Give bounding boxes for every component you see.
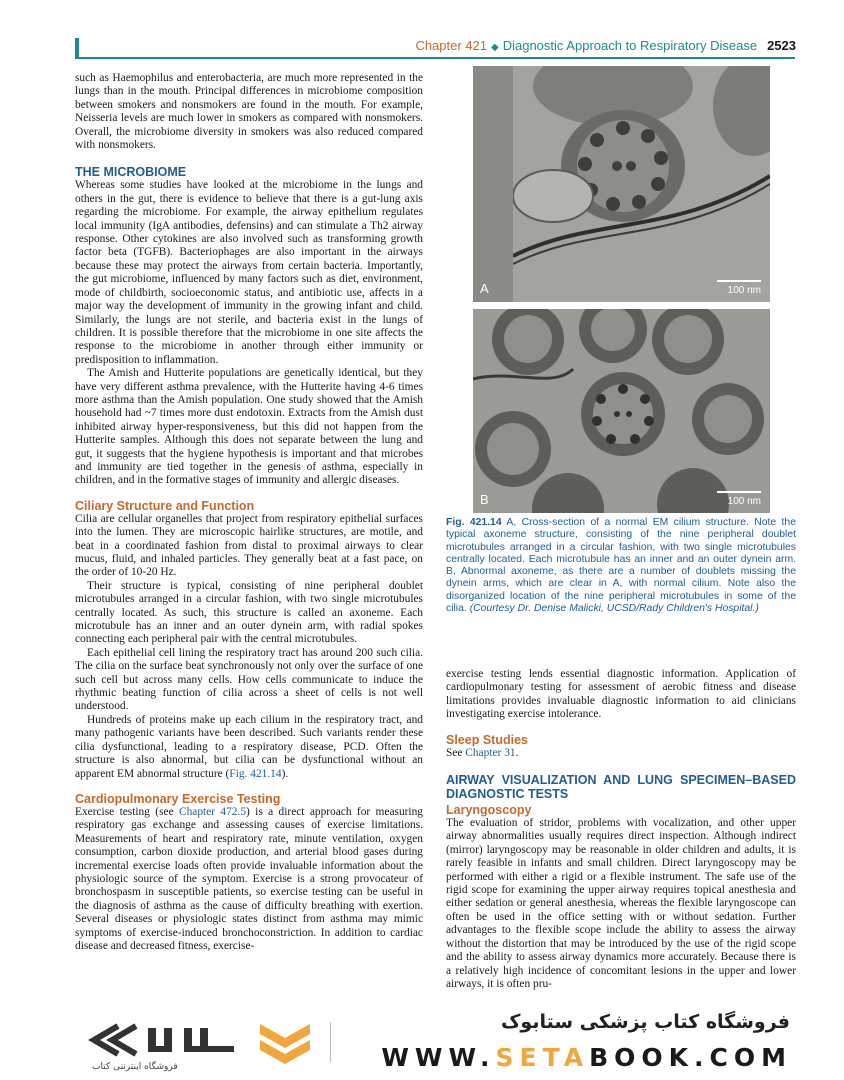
scale-label: 100 nm: [727, 496, 761, 507]
paragraph: exercise testing lends essential diagnostic information. Application of cardiopulmonary testing for assessment of aerobic fitness and disease limitations provides invaluable diagnostic information to aid clinicians investigating exercise intolerance.: [446, 668, 796, 721]
paragraph: The Amish and Hutterite populations are genetically identical, but they have very different asthma prevalence, with the Hutterite having 4-6 times more asthma than the Amish population. One study showed that the Amish household had ~7 times more dust endotoxin. Extracts from the Amish dust inhibited airway hyper-responsiveness, but this did not happen from the Hutterite samples. Although this does not separate between the lung and gut, it suggests that the hygiene hypothesis is important and that microbes and immunity are tied together in the genesis of asthma, especially in children, and in the formative stages of immunity and allergic diseases.: [75, 367, 423, 487]
micrograph-a-image: [473, 66, 770, 302]
scale-label: 100 nm: [727, 285, 761, 296]
text-run: Hundreds of proteins make up each cilium in the respiratory tract, and many pathogenic variants have been described. Such variants render these cilia dysfunctional, leading to a respiratory disease, PCD. Often the structure is also abnormal, but cilia can be dysfunctional without an apparent EM abnormal structure (: [75, 713, 423, 780]
micrograph-panel-a: [473, 66, 770, 302]
paragraph: [75, 714, 423, 781]
book-chevron-icon: [256, 1018, 314, 1068]
section-heading-cpet: Cardiopulmonary Exercise Testing: [75, 791, 281, 806]
figure-number: Fig. 421.14: [446, 517, 502, 528]
figure-reference-link[interactable]: Fig. 421.14: [229, 767, 282, 780]
chapter-title: Diagnostic Approach to Respiratory Disease: [502, 38, 758, 53]
text-run: Exercise testing (see: [75, 805, 179, 818]
chapter-reference-link[interactable]: Chapter 31: [465, 746, 516, 759]
panel-label: A: [480, 281, 489, 296]
header-rule: [75, 57, 795, 59]
url-suffix: BOOK.COM: [589, 1043, 792, 1072]
diamond-separator-icon: ◆: [491, 42, 499, 53]
watermark-url: [381, 1043, 792, 1072]
paragraph: Their structure is typical, consisting of nine peripheral doublet microtubules arranged in a circular fashion, with two single microtubules centrally located. As such, this structure is called an axoneme. Each microtubule has an inner and an outer dynein arm, with radial spokes connecting each peripheral pair with the central microtubules.: [75, 579, 423, 646]
watermark-store-name: فروشگاه کتاب پزشکی ستابوک: [500, 1011, 790, 1033]
right-column: [446, 668, 796, 990]
paragraph: [446, 747, 796, 760]
paragraph: Each epithelial cell lining the respiratory tract has around 200 such cilia. The cilia on the surface beat synchronously not only over the surface of one such cell but across many cells. How cells communicate to induce the rhythmic beating function of cilia across a sheet of cells is not well understood.: [75, 646, 423, 713]
section-heading-laryngoscopy: Laryngoscopy: [446, 803, 532, 818]
running-header: [415, 38, 796, 53]
setabook-logo-icon: [88, 1020, 248, 1060]
paragraph: [75, 806, 423, 953]
url-prefix: WWW.: [381, 1043, 496, 1072]
url-accent: SETA: [495, 1043, 590, 1072]
panel-label: B: [480, 492, 489, 507]
text-run: ).: [281, 767, 289, 780]
watermark-divider: [330, 1022, 331, 1062]
micrograph-b-image: [473, 309, 770, 513]
section-heading-airway: AIRWAY VISUALIZATION AND LUNG SPECIMEN–BASED DIAGNOSTIC TESTS: [446, 773, 796, 802]
paragraph: Whereas some studies have looked at the microbiome in the lungs and others in the gut, there is evidence to believe that there is a gut-lung axis regarding the microbiome. For example, the airway epithelium regulates local immunity (IgA antibodies, defensins) and can stimulate a Th2 airway response. Other cytokines are also involved such as transforming growth factor beta (TGFB). Bacteriophages are also important in the airways because these may protect the airways from certain bacteria. Importantly, the gut microbiome, influenced by many factors such as diet, environment, mode of childbirth, socioeconomic status, and antibiotic use, affects in a major way the development of immunity in the growing infant and child. Similarly, the lungs are not sterile, and bacteria exist in the lungs of children. It is possible therefore that the microbiome in one site affects the response to the microbiome in another through either immunity or predisposition to inflammation.: [75, 179, 423, 366]
section-heading-ciliary: Ciliary Structure and Function: [75, 498, 255, 513]
paragraph: The evaluation of stridor, problems with vocalization, and other upper airway abnormalities usually requires direct inspection. Although indirect (mirror) laryngoscopy may be reasonable in older children and adults, it is rarely feasible in infants and small children. Direct laryngoscopy may be performed with either a rigid or a flexible instrument. The safe use of the rigid scope for examining the upper airway requires topical anesthesia and either sedation or general anesthesia, whereas the flexible laryngoscope can often be used in the office setting with or without sedation. Further advantages to the flexible scope include the ability to assess the airway without the distortion that may be introduced by the use of the rigid scope and the ability to assess airway dynamics more accurately. Because there is a relatively high incidence of concomitant lesions in the upper and lower airways, it is often pru-: [446, 817, 796, 990]
chapter-reference-link[interactable]: Chapter 472.5: [178, 805, 247, 818]
header-accent-bar: [75, 38, 79, 59]
section-heading-microbiome: THE MICROBIOME: [75, 165, 187, 180]
text-run: ) is a direct approach for measuring respiratory gas exchange and assessing causes of exercise limitations. Measurements of heart and respiratory rate, minute ventilation, oxygen consumption, carbon dioxide production, and arterial blood gases during incremental exercise loads often provide invaluable information about the physiologic source of the symptom. Exercise is a strong provocateur of bronchospasm in susceptible patients, so exercise testing can be useful in the diagnosis of asthma as the cause of difficulty breathing with exertion. Several diseases or physiologic states distinct from asthma may mimic symptoms of exercise-induced bronchoconstriction. In addition to cardiac disease and decreased fitness, exercise-: [75, 805, 423, 952]
chapter-label: Chapter 421: [415, 38, 488, 53]
paragraph: Cilia are cellular organelles that project from respiratory epithelial surfaces into the lumen. They are microscopic hairlike structures, are motile, and beat in a coordinated fashion from distal to proximal airways to clear mucus, fluid, and inhaled particles. They generally beat at a fast pace, on the order of 10-20 Hz.: [75, 512, 423, 579]
caption-text: A, Cross-section of a normal EM cilium structure. Note the typical axoneme structure, consisting of the nine peripheral doublet microtubules arranged in a circular fashion, with two single microtubules centrally located. Each microtubule has an inner and an outer dynein arm. B, Abnormal axoneme, as there are a number of doublets missing the dynein arms, which are clear in A, with normal cilium. Note also the disorganized location of the nine peripheral microtubules in some of the cilia.: [446, 517, 796, 615]
watermark-subtitle: فروشگاه اینترنتی کتاب: [92, 1062, 178, 1072]
left-column: [75, 72, 423, 990]
text-run: See: [446, 746, 466, 759]
scale-bar: [717, 280, 761, 282]
text-run: .: [515, 746, 519, 759]
paragraph: such as Haemophilus and enterobacteria, are much more represented in the lungs than in the mouth. Principal differences in microbiome composition between smokers and nonsmokers are found in the mouth. For example, Neisseria levels are much lower in smokers as compared with nonsmokers. Overall, the microbiome diversity in smokers was also reduced compared with nonsmokers.: [75, 72, 423, 152]
figure-caption: [446, 517, 796, 615]
micrograph-panel-b: [473, 309, 770, 513]
scale-bar: [717, 491, 761, 493]
page-number: 2523: [767, 38, 796, 53]
caption-credit: (Courtesy Dr. Denise Malicki, UCSD/Rady Children's Hospital.): [469, 603, 759, 615]
section-heading-sleep: Sleep Studies: [446, 732, 528, 747]
